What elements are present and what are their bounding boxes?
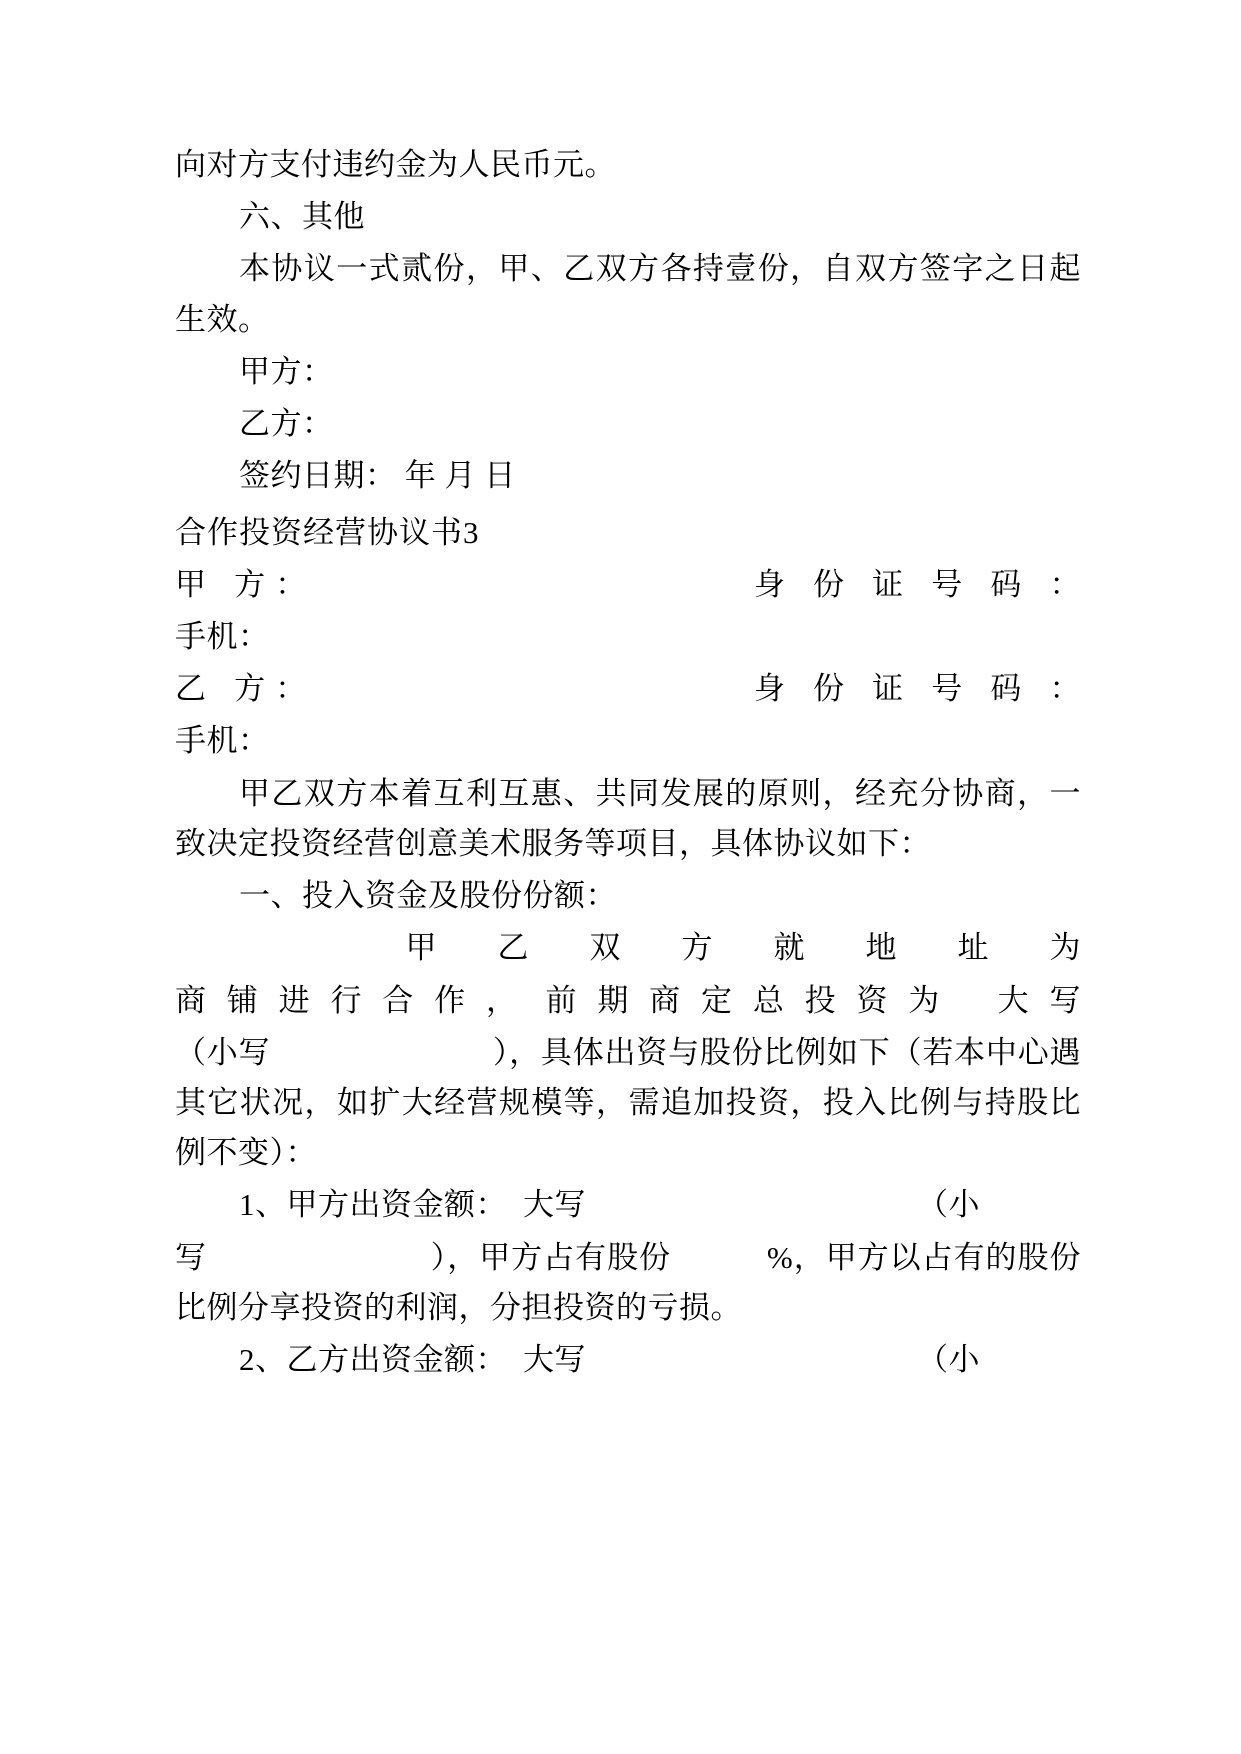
section-heading-capital: 一、投入资金及股份份额：	[239, 878, 617, 914]
address-line-2: 商 铺 进 行 合 作 ， 前 期 商 定 总 投 资 为 大 写	[175, 982, 1081, 1018]
party-b-phone-line: 手机：	[175, 723, 270, 759]
party-a-id-line: 甲 方： 身 份 证 号 码 ：	[175, 566, 1081, 602]
party-a-contribution-line-2: 写 ），甲方占有股份 %，甲方以占有的股份比例分享投资的利润，分担投资的亏损。	[175, 1239, 1081, 1325]
address-line-1: 甲 乙 双 方 就 地 址 为	[175, 930, 1081, 966]
total-investment-paragraph: （小写 ），具体出资与股份比例如下（若本中心遇其它状况，如扩大经营规模等，需追加投资，投入比例与持股比例不变）：	[175, 1034, 1081, 1171]
signature-date: 签约日期： 年 月 日	[239, 458, 516, 494]
preamble-paragraph: 甲乙双方本着互利互惠、共同发展的原则，经充分协商，一致决定投资经营创意美术服务等项目，具体协议如下：	[175, 775, 1081, 861]
party-a-phone-line: 手机：	[175, 618, 270, 654]
signature-party-a: 甲方：	[239, 353, 334, 389]
party-a-contribution-line-1: 1、甲方出资金额： 大写 （小	[239, 1187, 980, 1223]
party-b-id-line: 乙 方： 身 份 证 号 码 ：	[175, 671, 1081, 707]
paragraph-copies: 本协议一式贰份，甲、乙双方各持壹份，自双方签字之日起生效。	[175, 251, 1081, 337]
document-title: 合作投资经营协议书3	[175, 514, 480, 550]
party-b-contribution-line-1: 2、乙方出资金额： 大写 （小	[239, 1342, 980, 1378]
signature-party-b: 乙方：	[239, 406, 334, 442]
paragraph-line: 向对方支付违约金为人民币元。	[175, 147, 616, 182]
document-body	[175, 140, 1081, 1385]
section-heading-other: 六、其他	[239, 199, 365, 235]
